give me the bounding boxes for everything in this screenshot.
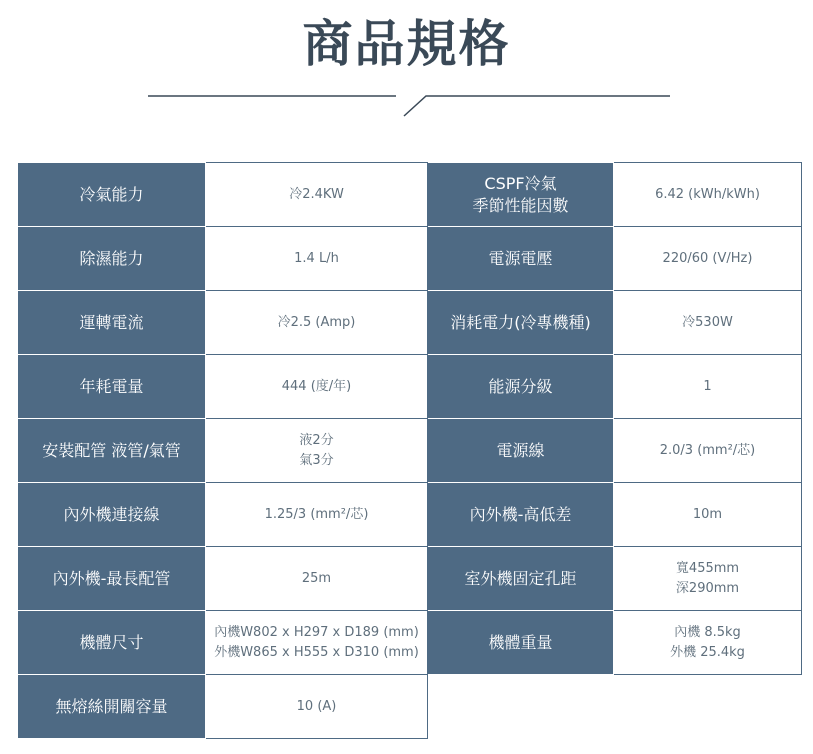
spec-value-connection-wire: 1.25/3 (mm²/芯): [206, 483, 428, 547]
spec-label-cooling-capacity: 冷氣能力: [18, 163, 206, 227]
spec-label-power: 消耗電力(冷專機種): [428, 291, 614, 355]
table-row: [18, 227, 802, 291]
table-row: [18, 419, 802, 483]
spec-label-piping: 安裝配管 液管/氣管: [18, 419, 206, 483]
spec-label-weight: 機體重量: [428, 611, 614, 675]
spec-label-annual-energy: 年耗電量: [18, 355, 206, 419]
spec-value-piping: [206, 419, 428, 483]
spec-value-piping-liquid: 液2分: [299, 432, 334, 448]
spec-value-outdoor-holes-depth: 深290mm: [675, 580, 740, 596]
spec-value-piping-gas: 氣3分: [299, 452, 334, 468]
table-row: [18, 291, 802, 355]
spec-value-power-cord: 2.0/3 (mm²/芯): [614, 419, 802, 483]
spec-label-outdoor-holes: 室外機固定孔距: [428, 547, 614, 611]
spec-label-dehumidify: 除濕能力: [18, 227, 206, 291]
table-row: [18, 675, 802, 739]
spec-label-cspf: [428, 163, 614, 227]
spec-label-power-cord: 電源線: [428, 419, 614, 483]
table-row: [18, 611, 802, 675]
spec-value-voltage: 220/60 (V/Hz): [614, 227, 802, 291]
spec-value-dimensions-indoor: 內機W802 x H297 x D189 (mm): [214, 624, 419, 640]
spec-value-weight: [614, 611, 802, 675]
table-row: [18, 547, 802, 611]
spec-value-weight-outdoor: 外機 25.4kg: [670, 644, 745, 660]
spec-value-height-diff: 10m: [614, 483, 802, 547]
spec-value-annual-energy: 444 (度/年): [206, 355, 428, 419]
spec-value-cooling-capacity: 冷2.4KW: [206, 163, 428, 227]
spec-value-weight-indoor: 內機 8.5kg: [674, 624, 741, 640]
spec-table: [17, 162, 802, 739]
spec-value-breaker: 10 (A): [206, 675, 428, 739]
spec-value-energy-grade: 1: [614, 355, 802, 419]
spec-label-connection-wire: 內外機連接線: [18, 483, 206, 547]
spec-value-dehumidify: 1.4 L/h: [206, 227, 428, 291]
spec-label-cspf-line1: CSPF冷氣: [484, 173, 557, 193]
spec-value-dimensions: [206, 611, 428, 675]
spec-label-dimensions: 機體尺寸: [18, 611, 206, 675]
spec-label-max-piping: 內外機-最長配管: [18, 547, 206, 611]
spec-value-outdoor-holes: [614, 547, 802, 611]
table-row: [18, 483, 802, 547]
spec-label-energy-grade: 能源分級: [428, 355, 614, 419]
spec-label-voltage: 電源電壓: [428, 227, 614, 291]
page-title: 商品規格: [302, 15, 511, 73]
spec-label-height-diff: 內外機-高低差: [428, 483, 614, 547]
empty-cell: [428, 675, 802, 739]
title-divider: [0, 80, 813, 120]
spec-label-current: 運轉電流: [18, 291, 206, 355]
table-row: [18, 355, 802, 419]
spec-value-outdoor-holes-width: 寬455mm: [675, 560, 740, 576]
spec-value-current: 冷2.5 (Amp): [206, 291, 428, 355]
spec-value-cspf: 6.42 (kWh/kWh): [614, 163, 802, 227]
table-row: [18, 163, 802, 227]
spec-value-power: 冷530W: [614, 291, 802, 355]
spec-value-dimensions-outdoor: 外機W865 x H555 x D310 (mm): [214, 644, 419, 660]
spec-label-cspf-line2: 季節性能因數: [472, 195, 569, 215]
spec-value-max-piping: 25m: [206, 547, 428, 611]
spec-label-breaker: 無熔絲開關容量: [18, 675, 206, 739]
